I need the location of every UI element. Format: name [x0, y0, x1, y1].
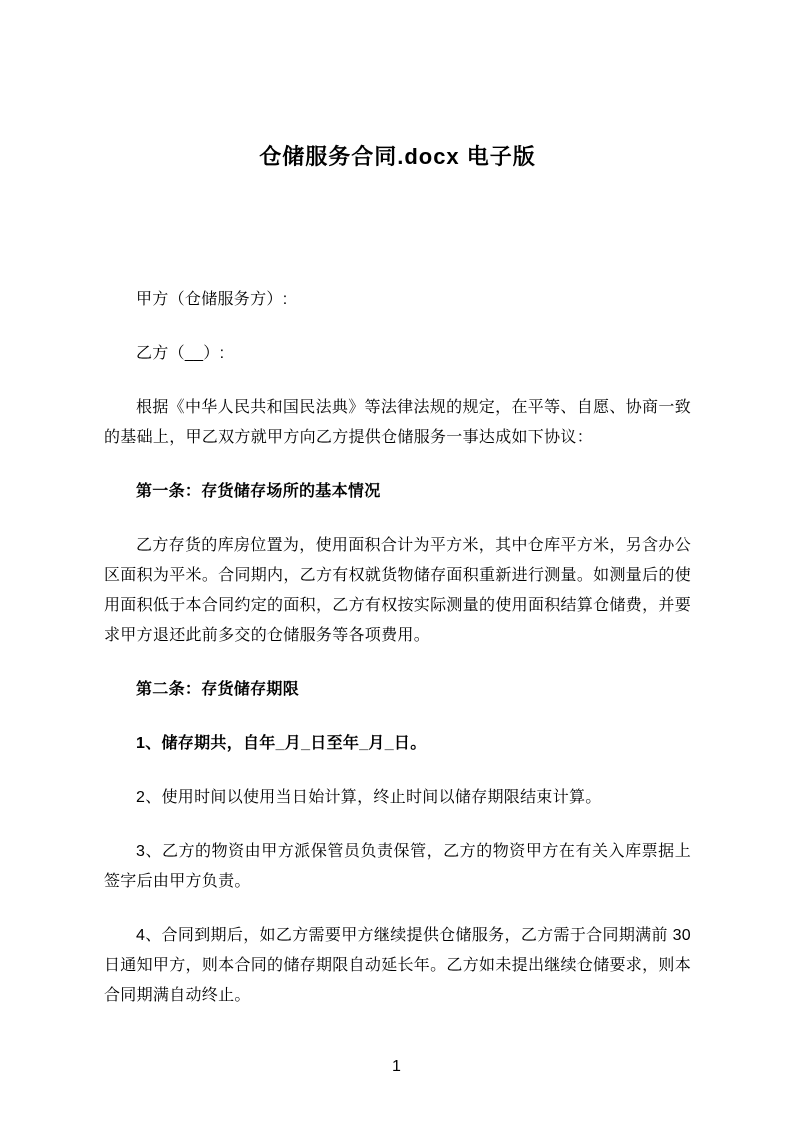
clause-1-heading: 第一条：存货储存场所的基本情况 — [136, 483, 381, 500]
party-b-line: 乙方（__）: — [136, 345, 225, 362]
page-number: 1 — [392, 1058, 401, 1075]
clause-2-item-4: 4、合同到期后，如乙方需要甲方继续提供仓储服务，乙方需于合同期满前 30 日通知甲方，则本合同的储存期限自动延长年。乙方如未提出继续仓储要求，则本合同期满自动终止。 — [104, 927, 691, 1004]
preamble-paragraph: 根据《中华人民共和国民法典》等法律法规的规定，在平等、自愿、协商一致的基础上，甲乙双方就甲方向乙方提供仓储服务一事达成如下协议： — [104, 399, 691, 446]
party-a-line: 甲方（仓储服务方）: — [136, 291, 288, 308]
clause-1-body: 乙方存货的库房位置为，使用面积合计为平方米，其中仓库平方米，另含办公区面积为平米。合同期内，乙方有权就货物储存面积重新进行测量。如测量后的使用面积低于本合同约定的面积，乙方有权按实际测量的使用面积结算仓储费，并要求甲方退还此前多交的仓储服务等各项费用。 — [104, 537, 691, 644]
clause-2-item-1: 1、储存期共，自年_月_日至年_月_日。 — [136, 735, 427, 752]
clause-2-item-2: 2、使用时间以使用当日始计算，终止时间以储存期限结束计算。 — [136, 789, 602, 806]
clause-2-heading: 第二条：存货储存期限 — [136, 681, 300, 698]
document-title: 仓储服务合同.docx 电子版 — [259, 144, 536, 169]
clause-2-item-3: 3、乙方的物资由甲方派保管员负责保管，乙方的物资甲方在有关入库票据上签字后由甲方负责。 — [104, 843, 691, 890]
